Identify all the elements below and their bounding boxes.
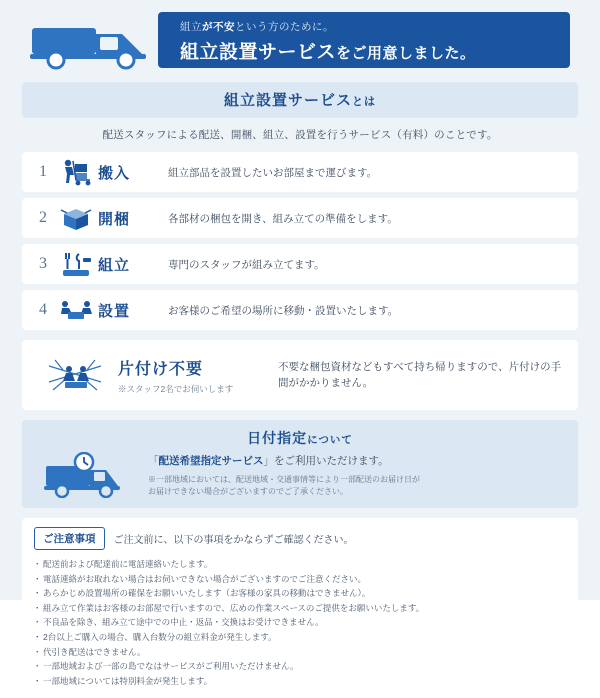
section-title-main: 組立設置サービス bbox=[223, 92, 352, 109]
notes-list bbox=[34, 557, 566, 688]
date-title-main: 日付指定 bbox=[247, 430, 308, 446]
step-desc: 専門のスタッフが組み立てます。 bbox=[168, 258, 325, 271]
list-item: ・ 電話連絡がお取れない場合はお伺いできない場合がございますのでご注意ください。 bbox=[34, 572, 566, 587]
date-small-text bbox=[148, 474, 566, 498]
step-number: 3 bbox=[39, 255, 47, 272]
step-row-3 bbox=[22, 244, 578, 284]
step-row-1 bbox=[22, 152, 578, 192]
date-row bbox=[34, 452, 566, 498]
status-badge: ご注意事項 bbox=[34, 527, 105, 550]
step-number: 4 bbox=[39, 301, 47, 318]
date-text-group bbox=[146, 453, 566, 498]
banner-line1-strong: が不安 bbox=[202, 21, 235, 33]
date-main-text bbox=[148, 453, 566, 468]
list-item: ・ 一部地域および一部の島でなはサービスがご利用いただけません。 bbox=[34, 659, 566, 674]
date-main-post: 」をご利用いただけます。 bbox=[263, 454, 389, 467]
open-box-icon bbox=[54, 204, 98, 232]
step-desc: 各部材の梱包を開き、組み立ての準備をします。 bbox=[168, 212, 398, 225]
banner-line1 bbox=[180, 19, 558, 34]
banner-line2 bbox=[180, 37, 558, 64]
no-cleanup-title: 片付け不要 bbox=[118, 360, 204, 378]
two-workers-icon bbox=[54, 296, 98, 324]
step-label: 開梱 bbox=[98, 210, 131, 228]
date-designation-title bbox=[34, 428, 566, 448]
no-cleanup-note: ※スタッフ2名でお伺いします bbox=[118, 383, 234, 394]
list-item: ・ 一部地域については特別料金が発生します。 bbox=[34, 674, 566, 689]
banner-line2-small: をご用意しました。 bbox=[336, 45, 476, 62]
banner-line1-pre: 組立 bbox=[180, 21, 202, 33]
no-cleanup-desc: 不要な梱包資材などもすべて持ち帰りますので、片付けの手間がかかりません。 bbox=[278, 360, 562, 389]
step-row-4 bbox=[22, 290, 578, 330]
date-small-line-1: ※一部地域においては、配送地域・交通事情等により一部配送のお届け日が bbox=[148, 474, 420, 484]
truck-clock-icon bbox=[34, 452, 146, 498]
header-banner bbox=[22, 10, 578, 72]
section-title bbox=[22, 82, 578, 118]
list-item: ・ 2台以上ご購入の場合、購入台数分の組立料金が発生します。 bbox=[34, 630, 566, 645]
date-title-suffix: について bbox=[307, 434, 353, 446]
date-main-pre: 「 bbox=[148, 454, 159, 467]
step-label: 組立 bbox=[98, 256, 131, 274]
step-row-2 bbox=[22, 198, 578, 238]
hand-truck-icon bbox=[54, 158, 98, 186]
section-title-suffix: とは bbox=[352, 96, 376, 108]
step-desc: 組立部品を設置したいお部屋まで運びます。 bbox=[168, 166, 378, 179]
no-cleanup-title-group bbox=[118, 356, 278, 395]
step-label: 搬入 bbox=[98, 164, 131, 182]
list-item: ・ 代引き配送はできません。 bbox=[34, 645, 566, 660]
section-lead: 配送スタッフによる配送、開梱、組立、設置を行うサービス（有料）のことです。 bbox=[102, 129, 498, 141]
banner-line2-main: 組立設置サービス bbox=[180, 42, 337, 63]
banner-text-box bbox=[158, 12, 570, 68]
step-number: 1 bbox=[39, 163, 47, 180]
no-cleanup-block bbox=[22, 340, 578, 410]
step-label: 設置 bbox=[98, 302, 131, 320]
date-main-strong: 配送希望指定サービス bbox=[158, 454, 264, 467]
list-item: ・ あらかじめ設置場所の確保をお願いいたします（お客様の家具の移動はできません）。 bbox=[34, 586, 566, 601]
step-number: 2 bbox=[39, 209, 47, 226]
date-small-line-2: お届けできない場合がございますのでご了承ください。 bbox=[148, 486, 348, 496]
notes-head bbox=[34, 527, 566, 550]
cleanup-free-icon bbox=[32, 352, 118, 398]
tools-icon bbox=[54, 250, 98, 278]
step-desc: お客様のご希望の場所に移動・設置いたします。 bbox=[168, 304, 399, 317]
date-designation-block bbox=[22, 420, 578, 508]
notes-block bbox=[22, 518, 578, 698]
list-item: ・ 不良品を除き、組み立て途中での中止・返品・交換はお受けできません。 bbox=[34, 615, 566, 630]
delivery-truck-icon bbox=[30, 18, 170, 70]
list-item: ・ 組み立て作業はお客様のお部屋で行いますので、広めの作業スペースのご提供をお願いいたします。 bbox=[34, 601, 566, 616]
notes-head-text: ご注文前に、以下の事項をかならずご確認ください。 bbox=[113, 535, 354, 546]
list-item: ・ 配送前および配達前に電話連絡いたします。 bbox=[34, 557, 566, 572]
banner-line1-post: という方のために。 bbox=[235, 21, 334, 33]
